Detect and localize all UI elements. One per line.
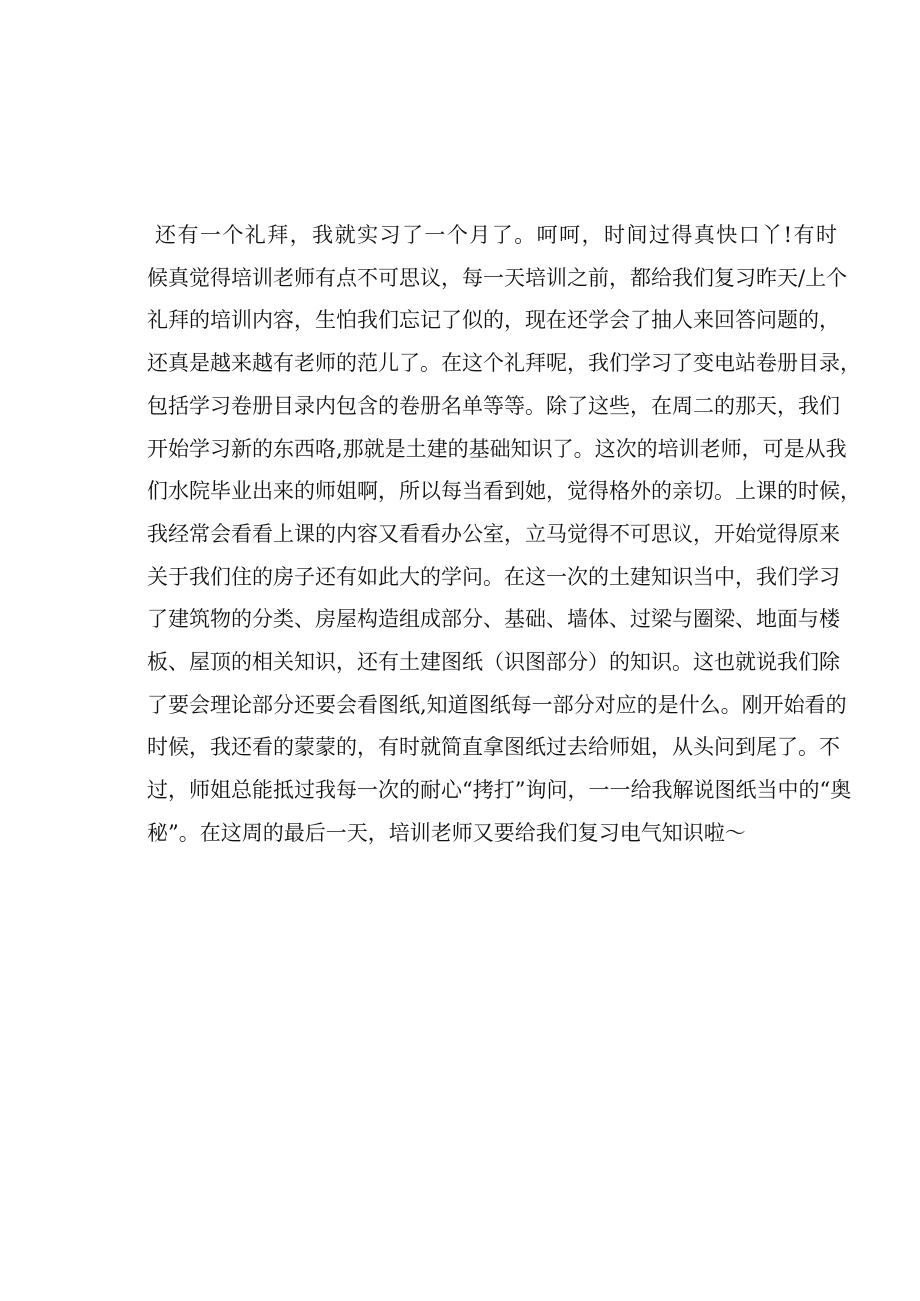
paragraph-line: 了要会理论部分还要会看图纸,知道图纸每一部分对应的是什么。刚开始看的 <box>147 692 847 717</box>
paragraph-line: 包括学习卷册目录内包含的卷册名单等等。除了这些，在周二的那天，我们 <box>147 393 840 418</box>
body-paragraph <box>147 214 861 855</box>
paragraph-line: 候真觉得培训老师有点不可思议，每一天培训之前，都给我们复习昨天/上个 <box>147 265 848 290</box>
paragraph-line: 了建筑物的分类、房屋构造组成部分、基础、墙体、过梁与圈梁、地面与楼 <box>147 607 840 632</box>
paragraph-line: 时候，我还看的蒙蒙的，有时就简直拿图纸过去给师姐，从头问到尾了。不 <box>147 735 840 760</box>
paragraph-line: 秘”。在这周的最后一天，培训老师又要给我们复习电气知识啦～ <box>147 820 746 845</box>
paragraph-line: 还真是越来越有老师的范儿了。在这个礼拜呢，我们学习了变电站卷册目录， <box>147 351 861 376</box>
paragraph-line: 过，师姐总能抵过我每一次的耐心“拷打”询问，一一给我解说图纸当中的“奥 <box>147 778 852 803</box>
paragraph-line: 们水院毕业出来的师姐啊，所以每当看到她，觉得格外的亲切。上课的时候， <box>147 479 861 504</box>
paragraph-line: 关于我们住的房子还有如此大的学问。在这一次的土建知识当中，我们学习 <box>147 564 840 589</box>
paragraph-line: 板、屋顶的相关知识，还有土建图纸（识图部分）的知识。这也就说我们除 <box>147 650 840 675</box>
paragraph-line: 开始学习新的东西咯,那就是土建的基础知识了。这次的培训老师，可是从我 <box>147 436 847 461</box>
paragraph-line: 还有一个礼拜，我就实习了一个月了。呵呵，时间过得真快口丫!有时 <box>155 223 837 247</box>
paragraph-line: 我经常会看看上课的内容又看看办公室，立马觉得不可思议，开始觉得原来 <box>147 521 840 546</box>
paragraph-line: 礼拜的培训内容，生怕我们忘记了似的，现在还学会了抽人来回答问题的， <box>147 308 840 333</box>
